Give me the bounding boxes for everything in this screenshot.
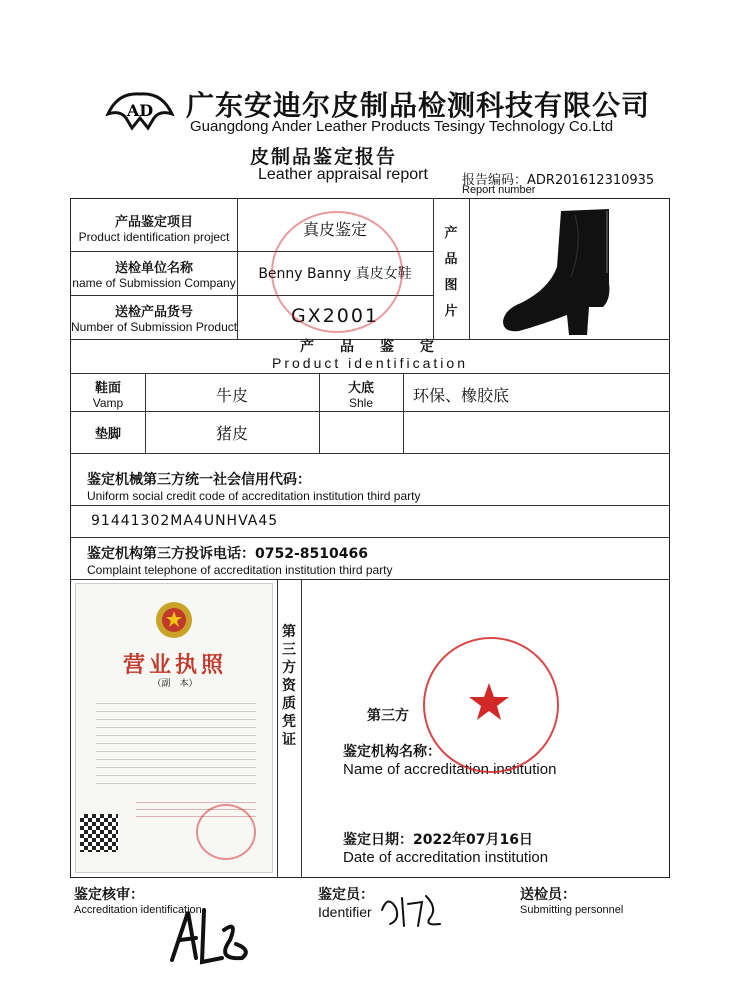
boot-image [491,203,651,335]
vertical-char: 证 [282,732,296,748]
vertical-char: 凭 [282,714,296,730]
license-stamp [196,804,256,860]
company-label-en: name of Submission Company [72,276,236,290]
company-name-cn: 广东安迪尔皮制品检测科技有限公司 [186,89,651,122]
emblem-icon [150,598,198,644]
identifier-signature [378,890,448,930]
identifier-signature-block [318,884,374,920]
report-title-en: Leather appraisal report [258,166,428,183]
company-name-en: Guangdong Ander Leather Products Tesingy Technology Co.Ltd [190,118,614,135]
identifier-label-en: Identifier [318,904,372,920]
vertical-char: 第 [282,624,296,640]
svg-text:AD: AD [126,101,154,120]
insole-value: 猪皮 [215,424,248,443]
license-title: 营业执照 [122,653,227,678]
insole-label-cn: 垫脚 [94,427,121,442]
project-label-en: Product identification project [78,230,230,244]
credit-label-cn: 鉴定机械第三方统一社会信用代码： [87,472,311,488]
vertical-char: 方 [282,660,296,676]
institution-stamp [423,637,559,773]
license-subtitle: （副 本） [152,679,198,689]
submitter-label-en: Submitting personnel [520,904,624,916]
audit-signature [166,900,256,970]
qualification-vertical-label [277,623,301,749]
business-license-image [75,583,273,873]
complaint-label-en: Complaint telephone of accreditation institution third party [87,563,393,577]
vertical-char: 资 [282,678,296,694]
project-value: 真皮鉴定 [302,220,367,239]
company-stamp-top [271,211,403,333]
institution-name-en: Name of accreditation institution [343,761,557,778]
company-label-cn: 送检单位名称 [114,261,193,276]
sole-label-cn: 大底 [347,381,374,396]
report-number-label-en: Report number [462,184,536,196]
product-value: GX2001 [290,305,380,327]
product-label-cn: 送检产品货号 [114,305,193,320]
vamp-value: 牛皮 [215,386,248,405]
audit-label-en: Accreditation identification [74,904,202,916]
identification-heading-cn: 产 品 鉴 定 [300,339,440,355]
report-number-value: ADR201612310935 [527,173,655,188]
vertical-char: 三 [282,642,296,658]
picture-label-char: 品 [444,252,458,267]
qr-code-icon [80,814,118,852]
institution-name-cn: 鉴定机构名称： [343,744,441,760]
report-table [70,198,670,878]
sole-label-en: Shle [348,396,374,410]
identification-heading-en: Product identification [272,355,468,371]
picture-label [433,221,469,325]
audit-label-cn: 鉴定核审： [74,887,144,903]
report-title-cn: 皮制品鉴定报告 [250,146,398,168]
sole-value: 环保、橡胶底 [413,386,510,405]
complaint-label-cn: 鉴定机构第三方投诉电话：0752-8510466 [87,546,368,562]
ader-logo-icon [104,84,176,136]
identifier-label-cn: 鉴定员： [318,887,374,903]
credit-code: 91441302MA4UNHVA45 [91,513,279,529]
accreditation-date-en: Date of accreditation institution [343,849,549,866]
vamp-label-en: Vamp [92,396,124,410]
accreditation-date-cn: 鉴定日期：2022年07月16日 [343,832,533,848]
submitter-label-cn: 送检员： [520,887,576,903]
vertical-char: 质 [282,696,296,712]
stamp-star-icon [423,637,555,769]
credit-label-en: Uniform social credit code of accreditation institution third party [87,489,421,503]
company-value: Benny Banny 真皮女鞋 [258,266,412,282]
report-number-label: 报告编码： [462,173,528,188]
project-label-cn: 产品鉴定项目 [114,215,193,230]
picture-label-char: 片 [444,304,458,319]
vamp-label-cn: 鞋面 [94,381,121,396]
picture-label-char: 产 [444,226,458,241]
product-label-en: Number of Submission Product [71,320,238,334]
third-party-label: 第三方 [367,708,409,724]
picture-label-char: 图 [444,278,458,293]
submitter-signature-block [520,884,623,916]
